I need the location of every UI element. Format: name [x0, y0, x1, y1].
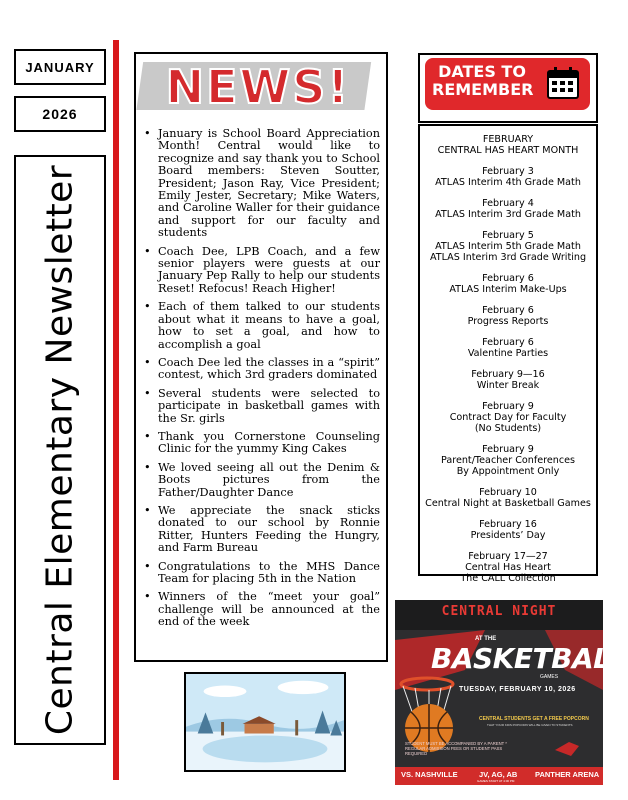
- poster-at-the: AT THE: [475, 636, 497, 642]
- dates-list: [418, 124, 598, 584]
- date-entry: [420, 551, 596, 584]
- news-heading: NEWS!: [165, 60, 351, 114]
- news-item: • Each of them talked to our students about what it means to have a goal, how to set a goal, and how to accomplish a goal: [158, 301, 380, 351]
- date-label: February 16: [479, 519, 537, 530]
- date-entry: [420, 487, 596, 509]
- news-item: • Coach Dee, LPB Coach, and a few senior players were guests at our January Pep Rally to help our students Reset! Refocus! Reach Higher!: [158, 246, 380, 296]
- date-label: February 5: [482, 230, 534, 241]
- poster-parent-note: STUDENT MUST BE ACCOMPANIED BY A PARENT * REGULAR ADMISSION FEES OR STUDENT PASS REQUIRED: [405, 741, 507, 756]
- date-event: Central Night at Basketball Games: [425, 498, 591, 509]
- poster-games: GAMES: [540, 674, 559, 680]
- date-event: Winter Break: [476, 380, 540, 391]
- date-label: February 4: [482, 198, 534, 209]
- date-event: Contract Day for Faculty: [449, 412, 567, 423]
- date-label: February 6: [482, 337, 534, 348]
- year-label: 2026: [14, 96, 106, 132]
- date-label: February 9: [482, 401, 534, 412]
- winter-scene-image: [184, 672, 346, 772]
- news-item: • Winners of the “meet your goal” challenge will be announced at the end of the week: [158, 591, 380, 628]
- date-entry: [420, 444, 596, 477]
- news-list: [134, 128, 386, 635]
- date-entry: [420, 305, 596, 327]
- date-event: (No Students): [474, 423, 542, 434]
- date-event: ATLAS Interim 5th Grade Math: [435, 241, 581, 252]
- date-event: CENTRAL HAS HEART MONTH: [437, 145, 579, 156]
- date-label: February 10: [479, 487, 537, 498]
- date-label: February 9—16: [471, 369, 545, 380]
- date-entry: [420, 134, 596, 156]
- dates-heading: [432, 63, 532, 99]
- date-entry: [420, 230, 596, 263]
- date-event: Central Has Heart: [465, 562, 551, 573]
- date-event: ATLAS Interim 3rd Grade Math: [435, 209, 581, 220]
- date-event: ATLAS Interim 3rd Grade Writing: [429, 252, 587, 263]
- date-event: ATLAS Interim Make-Ups: [449, 284, 567, 295]
- news-item: • Thank you Cornerstone Counseling Clinic for the yummy King Cakes: [158, 431, 380, 456]
- date-event: Progress Reports: [467, 316, 549, 327]
- date-label: February 3: [482, 166, 534, 177]
- date-label: February 17—27: [468, 551, 548, 562]
- poster-date: TUESDAY, FEBRUARY 10, 2026: [459, 686, 576, 693]
- dates-heading-line2: REMEMBER: [432, 80, 534, 99]
- date-event: ATLAS Interim 4th Grade Math: [435, 177, 581, 188]
- news-item: • Several students were selected to participate in basketball games with the Sr. girls: [158, 388, 380, 425]
- date-label: February 6: [482, 273, 534, 284]
- news-item: • We appreciate the snack sticks donated to our school by Ronnie Ritter, Hunters Feeding the Hungry, and Farm Bureau: [158, 505, 380, 555]
- news-item: • January is School Board Appreciation Month! Central would like to recognize and say thank you to School Board members: Steven Soutter, President; Jason Ray, Vice President; Emily Jester, Secretary; Mike Waters, and Caroline Waller for their guidance and support for our faculty and students: [158, 128, 380, 240]
- date-event: Presidents’ Day: [470, 530, 546, 541]
- date-label: February 9: [482, 444, 534, 455]
- date-entry: [420, 519, 596, 541]
- date-entry: [420, 369, 596, 391]
- poster-title: CENTRAL NIGHT: [441, 604, 557, 619]
- news-item: • We loved seeing all out the Denim & Boots pictures from the Father/Daughter Dance: [158, 462, 380, 499]
- news-item: • Congratulations to the MHS Dance Team for placing 5th in the Nation: [158, 561, 380, 586]
- poster-popcorn-note: THAT YOUR KIDS POPCORN WILL BE GIVEN TO STUDENTS: [487, 723, 573, 727]
- date-label: FEBRUARY: [482, 134, 534, 145]
- newsletter-title-box: [14, 155, 106, 745]
- newsletter-title: Central Elementary Newsletter: [39, 164, 81, 736]
- poster-popcorn: CENTRAL STUDENTS GET A FREE POPCORN: [479, 716, 589, 722]
- date-event: The CALL Collection: [460, 573, 556, 584]
- poster-basketball: BASKETBALL: [431, 642, 628, 675]
- date-event: By Appointment Only: [456, 466, 560, 477]
- red-divider: [113, 40, 119, 780]
- date-entry: [420, 337, 596, 359]
- poster-teams: JV, AG, AB: [479, 770, 518, 779]
- month-label: JANUARY: [14, 49, 106, 85]
- date-entry: [420, 273, 596, 295]
- news-item: • Coach Dee led the classes in a “spirit” contest, which 3rd graders dominated: [158, 357, 380, 382]
- poster-venue: PANTHER ARENA: [535, 770, 600, 779]
- calendar-icon: [546, 66, 580, 100]
- date-entry: [420, 166, 596, 188]
- date-event: Parent/Teacher Conferences: [440, 455, 576, 466]
- date-entry: [420, 401, 596, 434]
- date-label: February 6: [482, 305, 534, 316]
- dates-heading-line1: DATES TO: [438, 62, 526, 81]
- basketball-night-poster: [395, 600, 628, 785]
- poster-teams-note: GAMES START AT 4:00 PM: [477, 779, 515, 783]
- date-event: Valentine Parties: [467, 348, 549, 359]
- news-heading-graphic: [140, 56, 380, 114]
- date-entry: [420, 198, 596, 220]
- poster-opponent: VS. NASHVILLE: [401, 770, 458, 779]
